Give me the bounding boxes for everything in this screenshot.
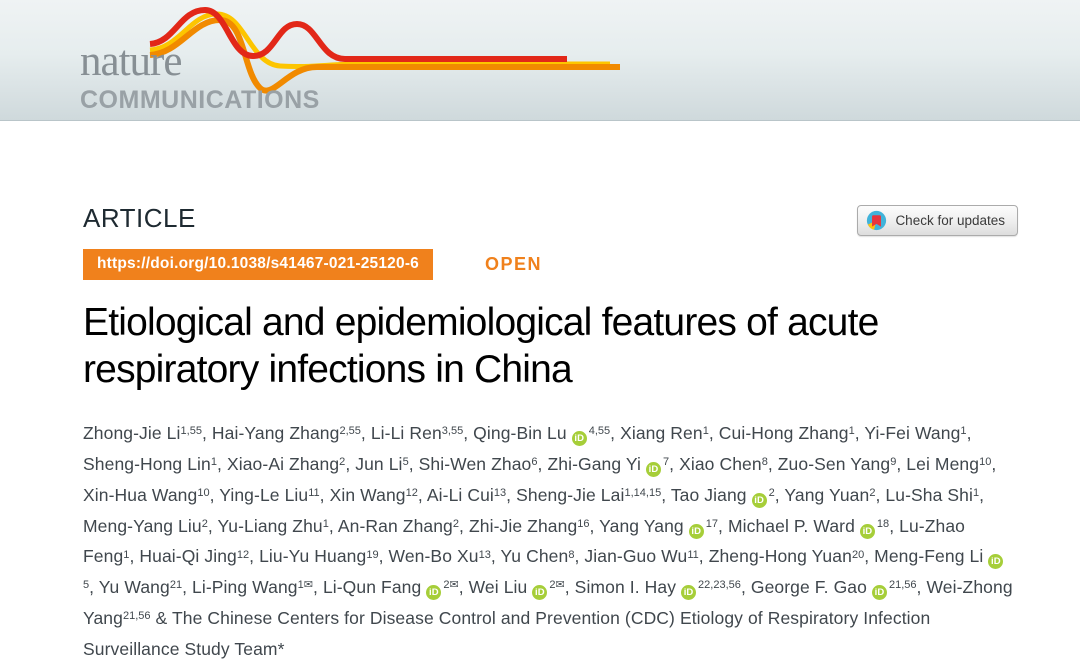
author-list: Zhong-Jie Li$^{1,55}$, Hai-Yang Zhang$^{2,55}$, Li-Li Ren$^{3,55}$, Qing-Bin Lu iD$^{4,55}$, Xiang Ren$^1$, Cui-Hong Zhang$^1$, Yi-Fei Wang$^1$, Sheng-Hong Lin$^1$, Xiao-Ai Zhang$^2$, Jun Li$^5$, Shi-Wen Zhao$^6$, Zhi-Gang Yi $iD^7$, Xiao Chen$^8$, Zuo-Sen Yang$^9$, Lei Meng$^{10}$, Xin-Hua Wang$^{10}$, Ying-Le Liu$^{11}$, Xin Wang$^{12}$, Ai-Li Cui$^{13}$, Sheng-Jie Lai$^{1,14,15}$, Tao Jiang $iD^2$, Yang Yuan$^2$, Lu-Sha Shi$^1$, Meng-Yang Liu$^2$, Yu-Liang Zhu$^1$, An-Ran Zhang$^2$, Zhi-Jie Zhang$^{16}$, Yang Yang $iD^{17}$, Michael P. Ward $iD^{18}$, Lu-Zhao Feng$^1$, Huai-Qi Jing$^{12}$, Liu-Yu Huang$^{19}$, Wen-Bo Xu$^{13}$, Yu Chen$^8$, Jian-Guo Wu$^{11}$, Zheng-Hong Yuan$^{20}$, Meng-Feng Li $iD^5$, Yu Wang$^{21}$, Li-Ping Wang$^{1✉}$, Li-Qun Fang $iD^{2✉}$, Wei Liu $iD^{2✉}$, Simon I. Hay iD$^{22,23,56}$, George F. Gao iD$^{21,56}$, Wei-Zhong Yang$^{21,56}$ & The Chinese Centers for Disease Control and Prevention (CDC) Etiology of Respiratory Infection Surveillance Study Team* xyxy=(83,422,1013,660)
orcid-icon[interactable]: iD xyxy=(872,585,887,600)
author: Lu-Sha Shi$^1$ xyxy=(885,484,980,505)
orcid-icon[interactable]: iD xyxy=(532,585,547,600)
author: Xiao-Ai Zhang$^2$ xyxy=(226,453,346,474)
orcid-icon[interactable]: iD xyxy=(646,462,661,477)
author-affiliation-sup: 11 xyxy=(687,548,699,561)
orcid-icon[interactable]: iD xyxy=(681,585,696,600)
author-affiliation-sup: 2 xyxy=(869,486,876,499)
article-title: Etiological and epidemiological features of acute respiratory infections in China xyxy=(83,301,879,391)
author-affiliation-sup: 10 xyxy=(979,455,992,468)
author-affiliation-sup: 2 xyxy=(201,517,208,530)
author-affiliation-sup: 21,56 xyxy=(122,610,151,623)
author-affiliation-sup: 16 xyxy=(577,517,590,530)
orcid-icon[interactable]: iD xyxy=(988,554,1003,569)
author-affiliation-sup: 2✉ xyxy=(549,579,565,592)
author: Sheng-Jie Lai$^{1,14,15}$ xyxy=(516,484,662,505)
author-affiliation-sup: 21 xyxy=(169,579,183,592)
author-affiliation-sup: 1 xyxy=(960,424,967,437)
author: Zheng-Hong Yuan$^{20}$ xyxy=(708,546,865,567)
author-affiliation-sup: 8 xyxy=(761,455,768,468)
author-affiliation-sup: 2 xyxy=(339,455,346,468)
orcid-icon[interactable]: iD xyxy=(426,585,441,600)
author: Zhong-Jie Li$^{1,55}$ xyxy=(83,422,202,443)
author: Yu Wang$^{21}$ xyxy=(98,577,183,598)
author: Lu-Zhao Feng$^1$ xyxy=(83,515,966,567)
author-affiliation-sup: 2✉ xyxy=(443,579,459,592)
author: Shi-Wen Zhao$^6$ xyxy=(418,453,538,474)
orcid-icon[interactable]: iD xyxy=(689,524,704,539)
author: Jian-Guo Wu$^{11}$ xyxy=(584,546,699,567)
author: George F. Gao iD$^{21,56}$ xyxy=(750,577,917,599)
author: Wei Liu $iD^{2✉}$ xyxy=(468,577,565,599)
author-affiliation-sup: 20 xyxy=(851,548,865,561)
author: Xiao Chen$^8$ xyxy=(679,453,768,474)
author: Liu-Yu Huang$^{19}$ xyxy=(259,546,379,567)
orcid-icon[interactable]: iD xyxy=(752,493,767,508)
check-for-updates-button[interactable] xyxy=(857,205,1018,236)
author: Zhi-Jie Zhang$^{16}$ xyxy=(468,515,590,536)
author-affiliation-sup: 13 xyxy=(493,486,507,499)
orcid-icon[interactable]: iD xyxy=(860,524,875,539)
author: Cui-Hong Zhang$^1$ xyxy=(718,422,855,443)
author: Huai-Qi Jing$^{12}$ xyxy=(139,546,250,567)
author: Li-Li Ren$^{3,55}$ xyxy=(370,422,464,443)
author-affiliation-sup: 17 xyxy=(705,517,719,530)
author: Xiang Ren$^1$ xyxy=(620,422,709,443)
article-type-label: ARTICLE xyxy=(83,203,196,233)
author-affiliation-sup: 1,55 xyxy=(180,424,202,437)
doi-link[interactable]: https://doi.org/10.1038/s41467-021-25120-6 xyxy=(83,249,433,280)
author-affiliation-sup: 2 xyxy=(768,486,775,499)
author-affiliation-sup: 10 xyxy=(197,486,210,499)
author-affiliation-sup: 19 xyxy=(366,548,379,561)
author-affiliation-sup: 4,55 xyxy=(588,424,611,437)
author: Sheng-Hong Lin$^1$ xyxy=(83,453,218,474)
author: Ying-Le Liu$^{11}$ xyxy=(219,484,320,505)
journal-subname: COMMUNICATIONS xyxy=(80,86,320,114)
author: Yu Chen$^8$ xyxy=(500,546,575,567)
author-affiliation-sup: 1 xyxy=(973,486,980,499)
author: Li-Qun Fang $iD^{2✉}$ xyxy=(322,577,459,599)
author-affiliation-sup: 21,56 xyxy=(888,579,917,592)
author: An-Ran Zhang$^2$ xyxy=(337,515,460,536)
author: Tao Jiang $iD^2$ xyxy=(670,484,775,506)
author: Yang Yuan$^2$ xyxy=(784,484,876,505)
author: Yang Yang $iD^{17}$ xyxy=(599,515,719,537)
author-affiliation-sup: 7 xyxy=(662,455,670,468)
author: Zhi-Gang Yi $iD^7$ xyxy=(547,453,670,475)
author-affiliation-sup: 1 xyxy=(848,424,855,437)
author-affiliation-sup: 3,55 xyxy=(441,424,464,437)
author: Simon I. Hay iD$^{22,23,56}$ xyxy=(574,577,741,599)
consortium-name: The Chinese Centers for Disease Control and Prevention (CDC) Etiology of Respiratory Infection Surveillance Study Team* xyxy=(83,608,931,660)
journal-masthead xyxy=(0,0,1080,121)
author: Yu-Liang Zhu$^1$ xyxy=(217,515,329,536)
author: Lei Meng$^{10}$ xyxy=(906,453,992,474)
author-affiliation-sup: 13 xyxy=(478,548,491,561)
open-access-label: OPEN xyxy=(485,254,543,274)
journal-logo xyxy=(80,40,320,115)
author: Hai-Yang Zhang$^{2,55}$ xyxy=(211,422,361,443)
orcid-icon[interactable]: iD xyxy=(572,431,587,446)
author-affiliation-sup: 1 xyxy=(702,424,709,437)
author: Wen-Bo Xu$^{13}$ xyxy=(388,546,491,567)
check-for-updates-label: Check for updates xyxy=(895,213,1005,228)
author: Xin Wang$^{12}$ xyxy=(329,484,418,505)
author-affiliation-sup: 22,23,56 xyxy=(698,579,741,592)
doi-row xyxy=(83,249,1010,280)
author-affiliation-sup: 2,55 xyxy=(339,424,361,437)
author: Meng-Yang Liu$^2$ xyxy=(83,515,208,536)
journal-name: nature xyxy=(80,38,182,85)
author: Wei-Zhong Yang$^{21,56}$ xyxy=(83,577,1013,629)
author: Ai-Li Cui$^{13}$ xyxy=(426,484,507,505)
author: Jun Li$^5$ xyxy=(355,453,409,474)
crossmark-icon xyxy=(866,210,887,231)
author-affiliation-sup: 1✉ xyxy=(297,579,313,592)
author: Qing-Bin Lu iD$^{4,55}$ xyxy=(473,422,611,444)
author: Xin-Hua Wang$^{10}$ xyxy=(83,484,210,505)
author-affiliation-sup: 12 xyxy=(236,548,250,561)
author: Meng-Feng Li $iD^5$ xyxy=(83,546,1005,597)
author-affiliation-sup: 18 xyxy=(876,517,890,530)
author-affiliation-sup: 8 xyxy=(568,548,575,561)
author-affiliation-sup: 11 xyxy=(308,486,320,499)
author: Michael P. Ward $iD^{18}$ xyxy=(727,515,890,537)
author-affiliation-sup: 12 xyxy=(405,486,418,499)
author-affiliation-sup: 6 xyxy=(531,455,538,468)
author: Zuo-Sen Yang$^9$ xyxy=(777,453,897,474)
kicker-row xyxy=(83,203,1010,236)
author-affiliation-sup: 5 xyxy=(83,579,90,592)
author-affiliation-sup: 1 xyxy=(210,455,218,468)
author: Li-Ping Wang$^{1✉}$ xyxy=(192,577,313,598)
author-affiliation-sup: 9 xyxy=(890,455,897,468)
author-affiliation-sup: 1 xyxy=(123,548,130,561)
author-affiliation-sup: 1 xyxy=(322,517,329,530)
author-affiliation-sup: 1,14,15 xyxy=(624,486,662,499)
article-content xyxy=(83,121,1013,660)
author-affiliation-sup: 5 xyxy=(402,455,409,468)
author-affiliation-sup: 2 xyxy=(452,517,460,530)
author: Yi-Fei Wang$^1$ xyxy=(864,422,967,443)
